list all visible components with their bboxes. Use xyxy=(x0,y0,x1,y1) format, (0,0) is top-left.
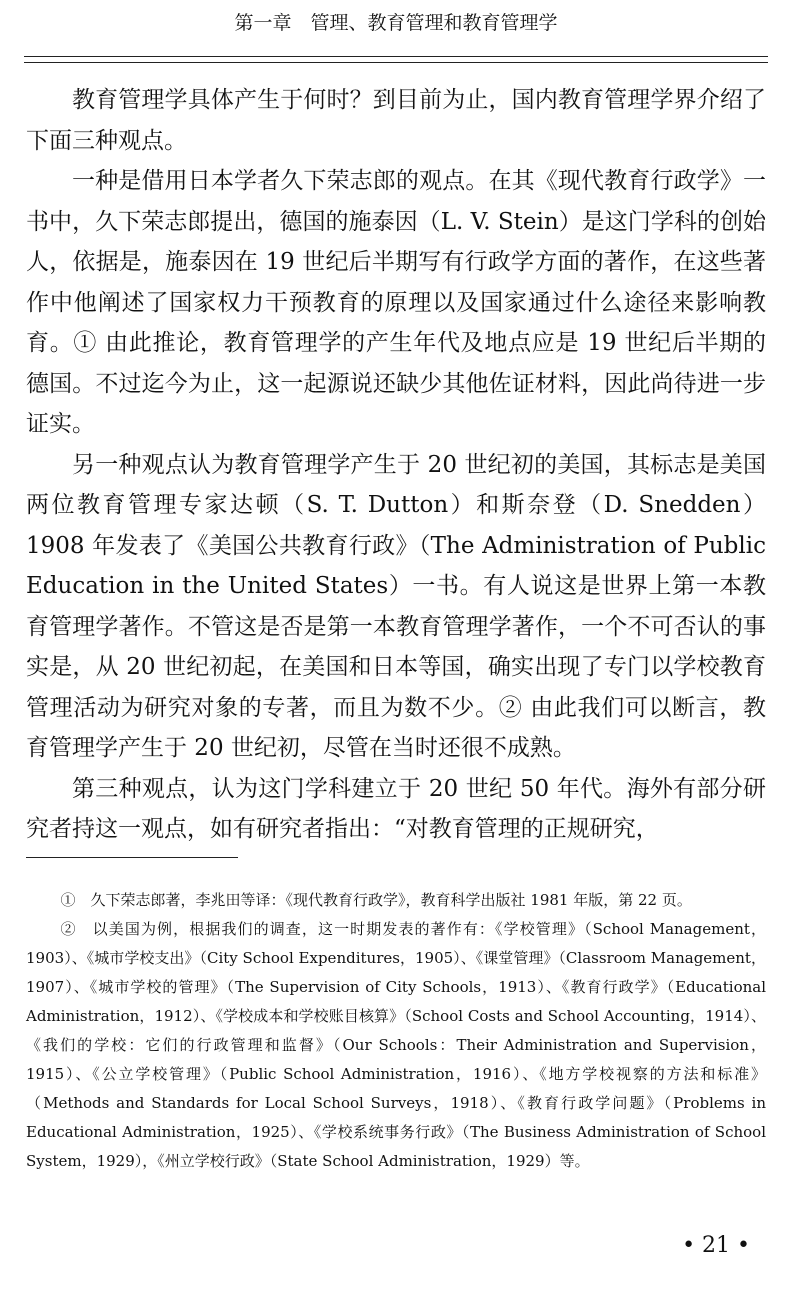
footnote-separator xyxy=(26,857,238,858)
footnote: ② 以美国为例，根据我们的调查，这一时期发表的著作有：《学校管理》（School Management，1903）、《城市学校支出》（City School Expenditures，1905）、《课堂管理》（Classroom Management，1907）、《城市学校的管理》（The Supervision of City Schools，1913）、《教育行政学》（Educational Administration，1912）、《学校成本和学校账目核算》（School Costs and School Accounting，1914）、《我们的学校：它们的行政管理和监督》（Our Schools：Their Administration and Supervision，1915）、《公立学校管理》（Public School Administration，1916）、《地方学校视察的方法和标准》（Methods and Standards for Local School Surveys，1918）、《教育行政学问题》（Problems in Educational Administration，1925）、《学校系统事务行政》（The Business Administration of School System，1929），《州立学校行政》（State School Administration，1929）等。 xyxy=(26,920,766,1170)
paragraph: 一种是借用日本学者久下荣志郎的观点。在其《现代教育行政学》一书中，久下荣志郎提出，德国的施泰因（L. V. Stein）是这门学科的创始人，依据是，施泰因在 19 世纪后半期写有行政学方面的著作，在这些著作中他阐述了国家权力干预教育的原理以及国家通过什么途径来影响教育。① 由此推论，教育管理学的产生年代及地点应是 19 世纪后半期的德国。不过迄今为止，这一起源说还缺少其他佐证材料，因此尚待进一步证实。 xyxy=(26,168,766,437)
paragraph: 教育管理学具体产生于何时？到目前为止，国内教育管理学界介绍了下面三种观点。 xyxy=(26,87,766,154)
body-text xyxy=(26,80,766,850)
page-number: • 21 • xyxy=(682,1233,750,1258)
running-header: 第一章 管理、教育管理和教育管理学 xyxy=(234,12,558,34)
footnote: ① 久下荣志郎著，李兆田等译：《现代教育行政学》，教育科学出版社 1981 年版，第 22 页。 xyxy=(60,891,692,909)
paragraph: 另一种观点认为教育管理学产生于 20 世纪初的美国，其标志是美国两位教育管理专家达顿（S. T. Dutton）和斯奈登（D. Snedden）1908 年发表了《美国公共教育行政》（The Administration of Public Education in the United States）一书。有人说这是世界上第一本教育管理学著作。不管这是否是第一本教育管理学著作，一个不可否认的事实是，从 20 世纪初起，在美国和日本等国，确实出现了专门以学校教育管理活动为研究对象的专著，而且为数不少。② 由此我们可以断言，教育管理学产生于 20 世纪初，尽管在当时还很不成熟。 xyxy=(26,451,766,761)
header-rule-bottom xyxy=(24,62,768,63)
header-rule-top xyxy=(24,56,768,57)
paragraph: 第三种观点，认为这门学科建立于 20 世纪 50 年代。海外有部分研究者持这一观点，如有研究者指出：“对教育管理的正规研究， xyxy=(26,775,766,842)
footnotes xyxy=(26,886,766,1176)
